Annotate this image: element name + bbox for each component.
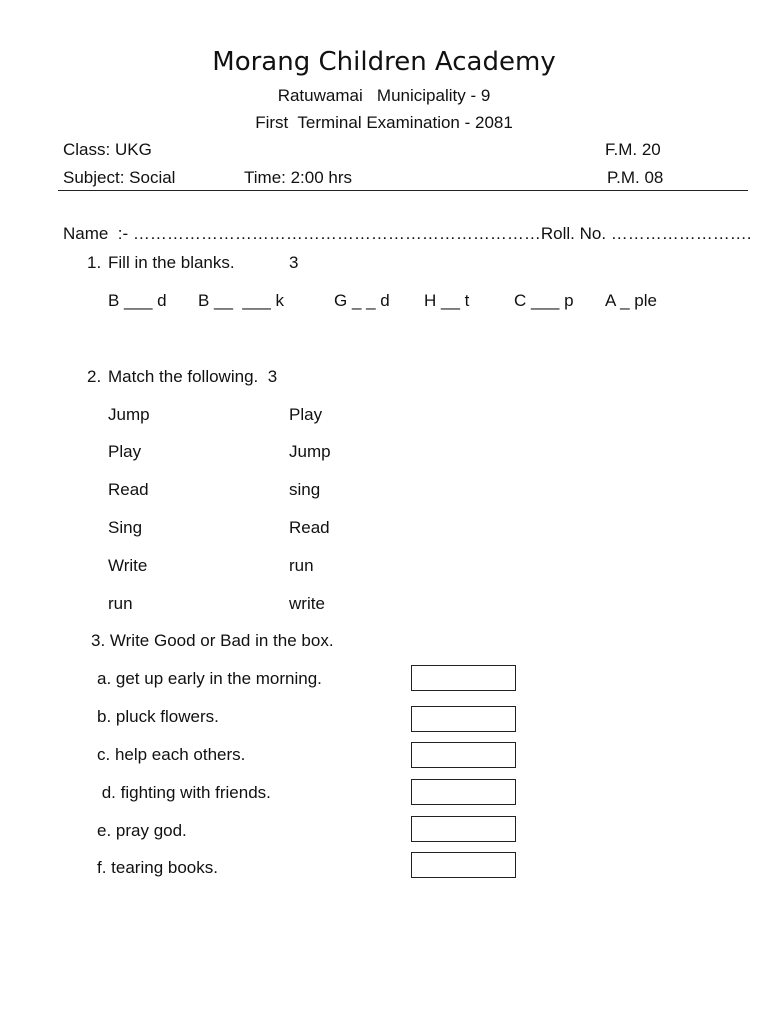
blank-word: C ___ p xyxy=(514,291,574,310)
school-name: Morang Children Academy xyxy=(212,47,556,77)
q2-text: Match the following. 3 xyxy=(108,367,278,386)
name-roll-line: Name :- ………………………………………………………………Roll. No. ……………………. xyxy=(63,224,752,243)
answer-box[interactable] xyxy=(411,665,516,691)
q3-text: 3. Write Good or Bad in the box. xyxy=(91,631,334,650)
blank-word: B __ ___ k xyxy=(198,291,285,310)
q3-item: f. tearing books. xyxy=(97,858,218,877)
answer-box[interactable] xyxy=(411,816,516,842)
q3-item: b. pluck flowers. xyxy=(97,707,219,726)
match-left-item: run xyxy=(108,594,133,613)
answer-box[interactable] xyxy=(411,706,516,732)
match-left-item: Write xyxy=(108,556,148,575)
q1-text: Fill in the blanks. xyxy=(108,253,235,272)
blank-word: A _ ple xyxy=(605,291,657,310)
match-left-item: Read xyxy=(108,480,149,499)
match-right-item: Jump xyxy=(289,442,331,461)
match-right-item: write xyxy=(289,594,325,613)
blank-word: G _ _ d xyxy=(334,291,390,310)
class-label: Class: UKG xyxy=(63,140,152,159)
match-right-item: Read xyxy=(289,518,330,537)
q3-item: d. fighting with friends. xyxy=(97,783,271,802)
subject-label: Subject: Social xyxy=(63,168,176,187)
match-right-item: Play xyxy=(289,405,323,424)
match-left-item: Sing xyxy=(108,518,143,537)
q3-item: e. pray god. xyxy=(97,821,187,840)
match-right-item: sing xyxy=(289,480,321,499)
header-divider xyxy=(58,190,748,191)
time-label: Time: 2:00 hrs xyxy=(244,168,353,187)
blank-word: B ___ d xyxy=(108,291,167,310)
exam-title: First Terminal Examination - 2081 xyxy=(255,113,513,132)
q3-item: c. help each others. xyxy=(97,745,246,764)
q1-marks: 3 xyxy=(289,253,299,272)
q2-number: 2. xyxy=(87,367,102,386)
q1-number: 1. xyxy=(87,253,102,272)
answer-box[interactable] xyxy=(411,779,516,805)
match-left-item: Play xyxy=(108,442,142,461)
blank-word: H __ t xyxy=(424,291,470,310)
answer-box[interactable] xyxy=(411,742,516,768)
full-marks: F.M. 20 xyxy=(605,140,661,159)
match-right-item: run xyxy=(289,556,314,575)
match-left-item: Jump xyxy=(108,405,150,424)
answer-box[interactable] xyxy=(411,852,516,878)
q3-item: a. get up early in the morning. xyxy=(97,669,322,688)
pass-marks: P.M. 08 xyxy=(607,168,664,187)
municipality: Ratuwamai Municipality - 9 xyxy=(277,86,491,105)
